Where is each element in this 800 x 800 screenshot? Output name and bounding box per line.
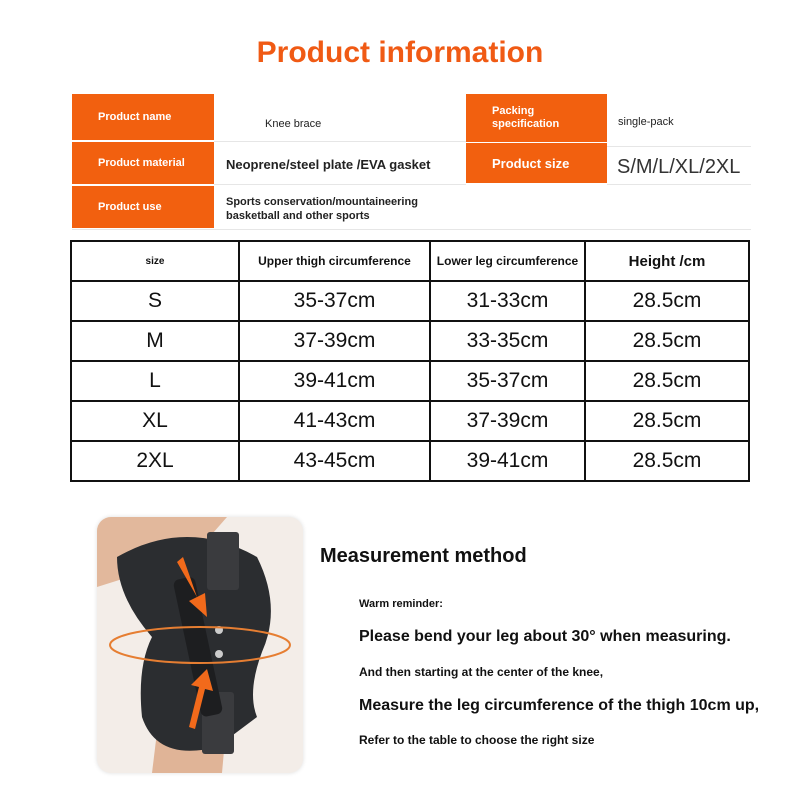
use-label: Product use (72, 186, 214, 228)
packing-label: Packing specification (466, 94, 607, 142)
table-header-row (71, 241, 749, 281)
cell-size: S (71, 281, 239, 321)
cell-height: 28.5cm (585, 441, 749, 481)
table-row (71, 281, 749, 321)
cell-upper: 35-37cm (239, 281, 430, 321)
use-line-1: Sports conservation/mountaineering (226, 196, 418, 208)
material-label: Product material (72, 142, 214, 184)
knee-brace-photo (97, 517, 303, 773)
cell-size: XL (71, 401, 239, 441)
size-table (70, 240, 750, 482)
use-line-2: basketball and other sports (226, 210, 370, 222)
packing-value: single-pack (618, 116, 674, 128)
product-name-value: Knee brace (265, 118, 322, 130)
table-row (71, 321, 749, 361)
table-row (71, 441, 749, 481)
table-row (71, 401, 749, 441)
size-label: Product size (466, 143, 607, 183)
cell-height: 28.5cm (585, 401, 749, 441)
cell-upper: 37-39cm (239, 321, 430, 361)
cell-size: L (71, 361, 239, 401)
header-size: size (71, 241, 239, 281)
cell-height: 28.5cm (585, 361, 749, 401)
cell-size: 2XL (71, 441, 239, 481)
use-value (226, 195, 418, 223)
material-value: Neoprene/steel plate /EVA gasket (226, 156, 431, 172)
instruction-line-1: Please bend your leg about 30° when measuring. (359, 628, 731, 645)
instruction-line-2: And then starting at the center of the knee, (359, 665, 604, 679)
header-upper-thigh: Upper thigh circumference (239, 241, 430, 281)
header-lower-leg: Lower leg circumference (430, 241, 585, 281)
cell-height: 28.5cm (585, 321, 749, 361)
measurement-title: Measurement method (320, 545, 527, 567)
cell-upper: 41-43cm (239, 401, 430, 441)
cell-lower: 31-33cm (430, 281, 585, 321)
instruction-line-3: Measure the leg circumference of the thigh 10cm up, (359, 697, 760, 714)
size-value: S/M/L/XL/2XL (617, 155, 741, 178)
cell-size: M (71, 321, 239, 361)
product-name-label: Product name (72, 94, 214, 140)
warm-reminder: Warm reminder: (359, 598, 443, 610)
instruction-line-4: Refer to the table to choose the right size (359, 733, 595, 747)
page-title: Product information (256, 36, 544, 69)
table-row (71, 361, 749, 401)
cell-lower: 35-37cm (430, 361, 585, 401)
header-height: Height /cm (585, 241, 749, 281)
cell-lower: 37-39cm (430, 401, 585, 441)
cell-lower: 33-35cm (430, 321, 585, 361)
cell-height: 28.5cm (585, 281, 749, 321)
cell-lower: 39-41cm (430, 441, 585, 481)
cell-upper: 43-45cm (239, 441, 430, 481)
cell-upper: 39-41cm (239, 361, 430, 401)
